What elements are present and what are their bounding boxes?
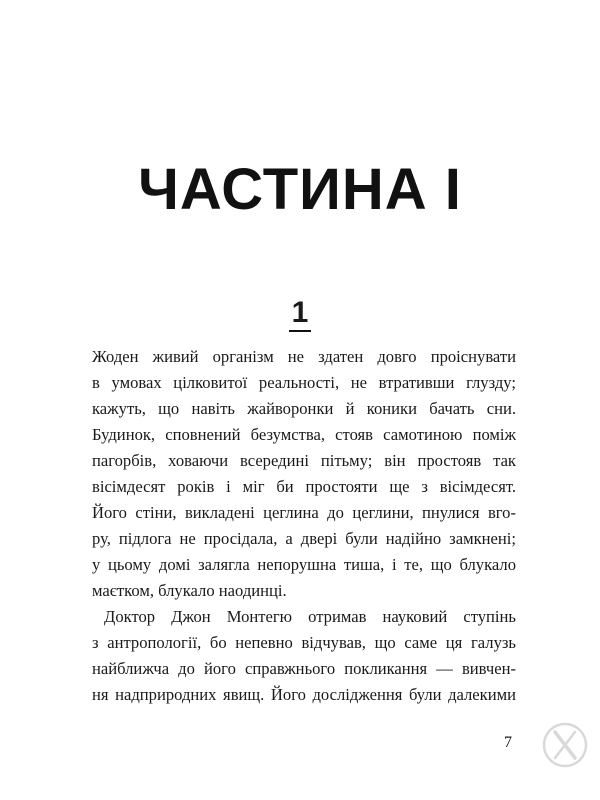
x-logo-svg [540, 720, 590, 770]
text-line: Його стіни, викладені цеглина до цеглини, пнулися вго- [92, 503, 516, 522]
text-line: кажуть, що навіть жайворонки й коники бачать сни. [92, 399, 516, 418]
text-line: пагорбів, ховаючи всередині пітьму; він простояв так [92, 451, 516, 470]
text-line: вісімдесят років і міг би простояти ще з вісімдесят. [92, 477, 516, 496]
text-line: найближча до його справжнього покликання — вивчен- [92, 659, 516, 678]
text-line: з антропології, бо непевно відчував, що саме ця галузь [92, 633, 516, 652]
text-line: ру, підлога не просідала, а двері були надійно замкнені; [92, 529, 516, 548]
page-number: 7 [504, 734, 512, 751]
part-title: ЧАСТИНА I [138, 157, 462, 222]
chapter-number-label: 1 [289, 296, 312, 332]
text-line: Доктор Джон Монтегю отримав науковий ступінь [104, 607, 516, 626]
text-line: Будинок, сповнений безумства, стояв самотиною поміж [92, 425, 516, 444]
text-line: ня надприродних явищ. Його дослідження були далекими [92, 685, 516, 704]
text-line: маєтком, блукало наодинці. [92, 581, 287, 600]
body-text [92, 344, 516, 708]
text-line: у цьому домі залягла непорушна тиша, і те, що блукало [92, 555, 516, 574]
text-line: Жоден живий організм не здатен довго проіснувати [92, 347, 516, 366]
x-logo-icon [540, 720, 590, 770]
chapter-number [0, 293, 600, 333]
text-line: в умовах цілковитої реальності, не втративши глузду; [92, 373, 516, 392]
